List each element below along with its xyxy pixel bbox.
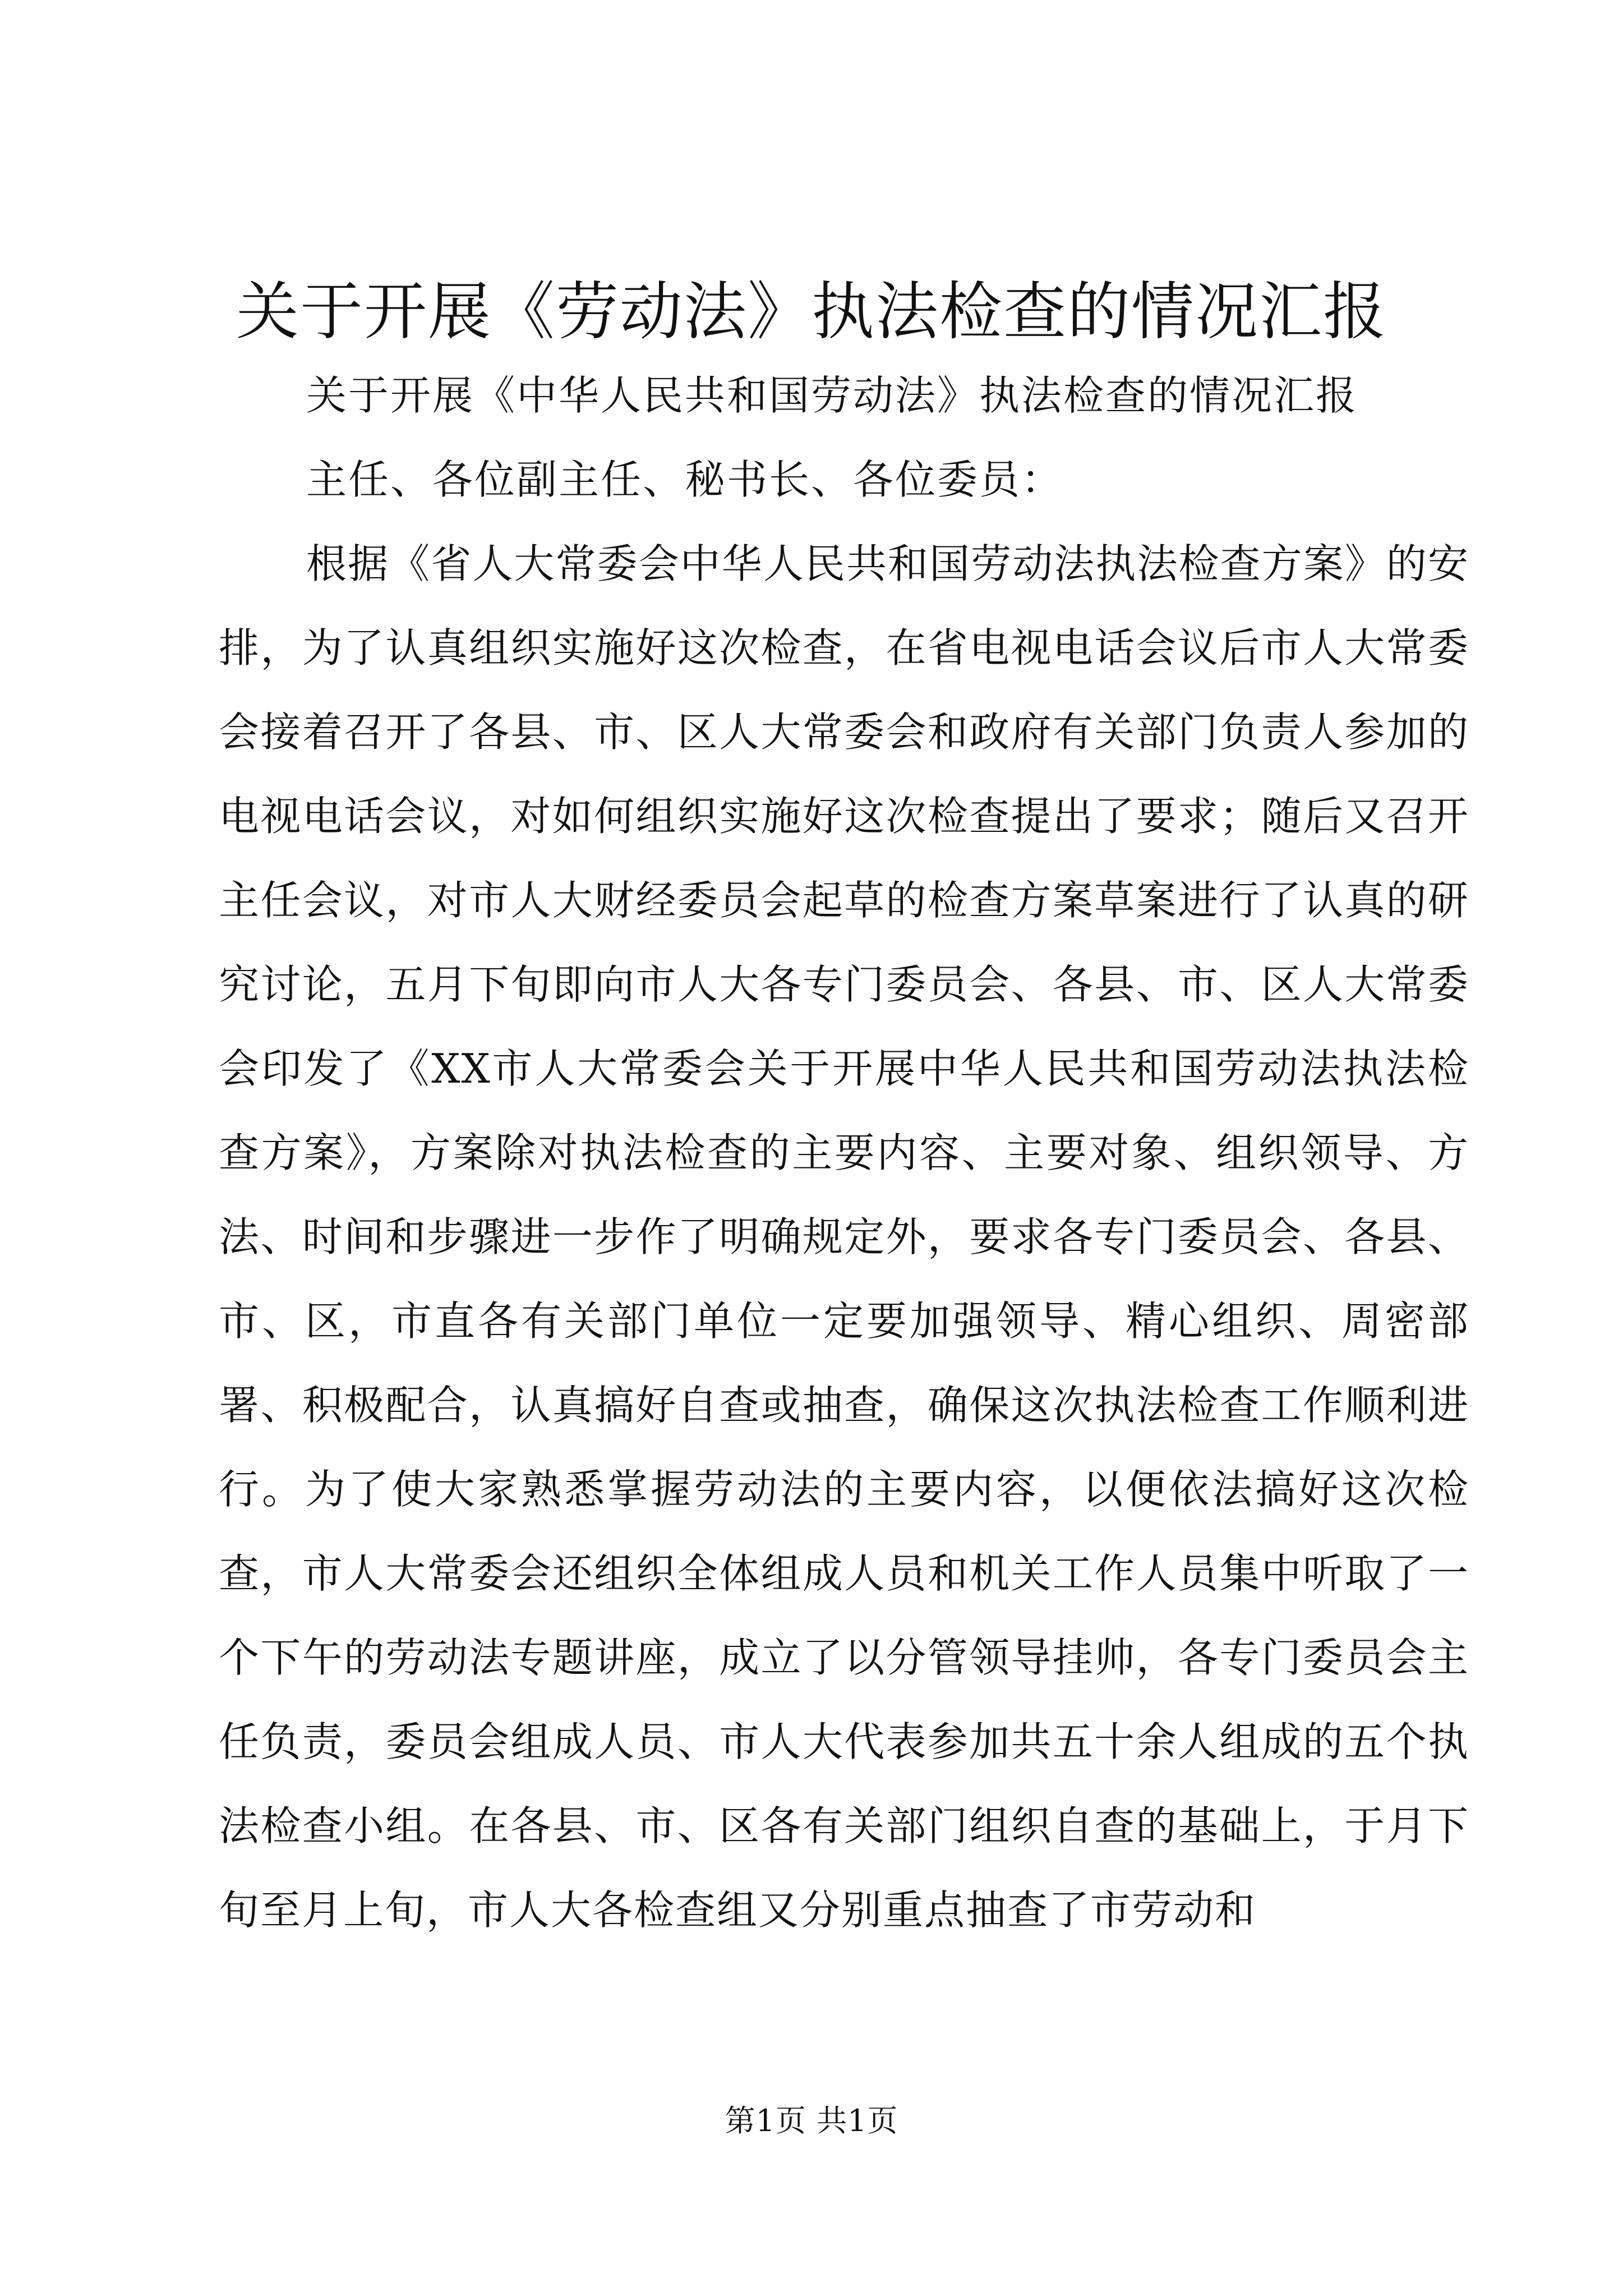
body-paragraph: 根据《省人大常委会中华人民共和国劳动法执法检查方案》的安排，为了认真组织实施好这次检查，在省电视电话会议后市人大常委会接着召开了各县、市、区人大常委会和政府有关部门负责人参加的电视电话会议，对如何组织实施好这次检查提出了要求；随后又召开主任会议，对市人大财经委员会起草的检查方案草案进行了认真的研究讨论，五月下旬即向市人大各专门委员会、各县、市、区人大常委会印发了《XX市人大常委会关于开展中华人民共和国劳动法执法检查方案》，方案除对执法检查的主要内容、主要对象、组织领导、方法、时间和步骤进一步作了明确规定外，要求各专门委员会、各县、市、区，市直各有关部门单位一定要加强领导、精心组织、周密部署、积极配合，认真搞好自查或抽查，确保这次执法检查工作顺利进行。为了使大家熟悉掌握劳动法的主要内容，以便依法搞好这次检查，市人大常委会还组织全体组成人员和机关工作人员集中听取了一个下午的劳动法专题讲座，成立了以分管领导挂帅，各专门委员会主任负责，委员会组成人员、市人大代表参加共五十余人组成的五个执法检查小组。在各县、市、区各有关部门组织自查的基础上，于月下旬至月上旬，市人大各检查组又分别重点抽查了市劳动和: [219, 540, 1469, 1934]
document-title: 关于开展《劳动法》执法检查的情况汇报: [236, 275, 1387, 348]
salutation: 主任、各位副主任、秘书长、各位委员：: [306, 456, 1064, 503]
document-subtitle: 关于开展《中华人民共和国劳动法》执法检查的情况汇报: [306, 372, 1358, 419]
page-footer: 第1页 共1页: [725, 2103, 898, 2138]
document-content: [219, 353, 1469, 1952]
